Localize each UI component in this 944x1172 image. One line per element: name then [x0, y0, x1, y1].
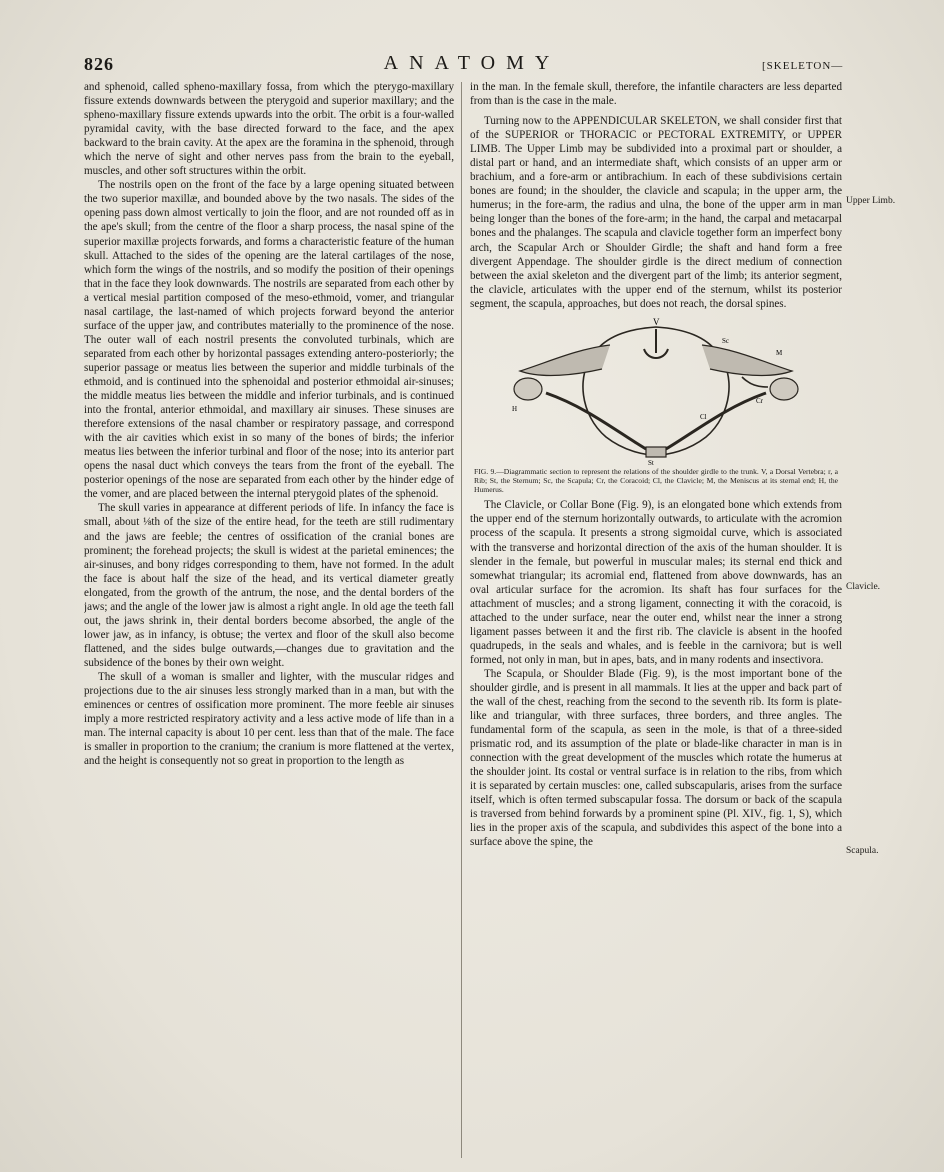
margin-note-upper-limb: Upper Limb.: [846, 196, 896, 206]
coracoid-shape: [742, 377, 768, 387]
scapula-left-shape: [520, 345, 610, 375]
humerus-left-shape: [514, 378, 542, 400]
margin-note-clavicle: Clavicle.: [846, 582, 881, 592]
running-title: ANATOMY: [383, 52, 561, 74]
paragraph: in the man. In the female skull, therefore, the infantile characters are less departed from than is the case in the male.: [470, 81, 842, 108]
margin-note-scapula: Scapula.: [846, 846, 879, 856]
label-m: M: [776, 348, 783, 357]
figure-caption: FIG. 9.—Diagrammatic section to represent the relations of the shoulder girdle to the trunk. V, a Dorsal Vertebra; r, a Rib; St, the Sternum; Sc, the Scapula; Cr, the Coracoid; Cl, the Clavicle; M, the Meniscus at its sternal end; H, the Humerus.: [474, 466, 838, 495]
clavicle-left-shape: [546, 393, 646, 449]
right-column: [470, 80, 842, 1162]
label-st: St: [648, 458, 654, 465]
sternum-shape: [646, 447, 666, 457]
clavicle-right-shape: [666, 393, 766, 449]
paragraph: The Clavicle, or Collar Bone (Fig. 9), is an elongated bone which extends from the upper end of the sternum horizontally outwards, to articulate with the acromion process of the scapula. It presents a strong sigmoidal curve, which is associated with the transverse and horizontal direction of the axis of the human shoulder. It is slender in the female, but powerful in muscular males; its sternal end thick and somewhat triangular; its acromial end, flattened from above downwards, has an oval articular surface for the acromion. Its shaft has four surfaces for the attachment of muscles; and a strong ligament, connecting it with the coracoid, is attached to the under surface, near the outer end, whilst near the inner a strong ligament passes between it and the first rib. The clavicle is absent in the hoofed quadrupeds, in the seals and whales, and is feeble in the carnivora; but is well formed, not only in man, but in apes, bats, and in many rodents and insectivora.: [470, 499, 842, 666]
paragraph: The skull varies in appearance at different periods of life. In infancy the face is small, about ⅛th of the size of the entire head, for the teeth are still rudimentary and the jaws are feeble; the centres of ossification of the cranial bones are prominent; the forehead projects; the skull is widest at the parietal eminences; the air-sinuses, and bony ridges corresponding to them, have not formed. In the adult the face is about half the size of the head, and its vertical diameter greatly elongated, from the growth of the antrum, the nose, and the dental borders of the jaws; and the angle of the lower jaw is almost a right angle. In old age the teeth fall out, the jaws shrink in, their dental borders become absorbed, the angle of the lower jaw, as in infancy, is obtuse; the vertex and floor of the skull also become flattened, and the sides bulge outwards,—changes due to gravitation and the subsidence of the bones by their own weight.: [84, 502, 454, 669]
label-sc: Sc: [722, 336, 729, 345]
column-divider: [461, 82, 462, 1158]
label-cl: Cl: [700, 412, 707, 421]
shoulder-girdle-diagram: [506, 315, 806, 465]
paragraph: The Scapula, or Shoulder Blade (Fig. 9), is the most important bone of the shoulder girdle, and is present in all mammals. It lies at the upper and back part of the wall of the chest, reaching from the second to the seventh rib. Its form is plate-like and triangular, with three surfaces, three borders, and three angles. The fundamental form of the scapula, as seen in the mole, is that of a three-sided prismatic rod, and its assumption of the plate or blade-like character in man is in connection with the great development of the muscles which rotate the humerus at the shoulder joint. Its costal or ventral surface is in relation to the ribs, from which it is separated by certain muscles: one, called subscapularis, arises from the surface itself, which is often termed subscapular fossa. The dorsum or back of the scapula is traversed from behind forwards by a prominent spine (Pl. XIV., fig. 1, S), which lies in the proper axis of the scapula, and subdivides this aspect of the bone into a surface above the spine, the: [470, 667, 842, 849]
paragraph: Turning now to the APPENDICULAR SKELETON, we shall consider first that of the SUPERIOR or THORACIC or PECTORAL EXTREMITY, or UPPER LIMB. The Upper Limb may be subdivided into a proximal part or shoulder, a distal part or hand, and an intermediate shaft, which consists of an upper arm or brachium, and a fore-arm or antibrachium. In each of these subdivisions certain bones are found; in the shoulder, the clavicle and scapula; in the upper arm, the humerus; in the fore-arm, the radius and ulna, the bone of the upper arm in man being longer than the bones of the fore-arm; in the hand, the carpal and metacarpal bones and the phalanges. The scapula and clavicle together form an imperfect bony arch, the Scapular Arch or Shoulder Girdle; the shaft and hand form a free divergent Appendage. The shoulder girdle is the direct medium of connection between the axial skeleton and the divergent part of the limb; its anterior segment, the clavicle, articulates with the upper end of the sternum, whilst its posterior segment, the scapula, approaches, but does not reach, the dorsal spines.: [470, 115, 842, 310]
figure-9: [470, 315, 842, 495]
label-h: H: [512, 404, 518, 413]
paragraph: and sphenoid, called spheno-maxillary fossa, from which the pterygo-maxillary fissure extends downwards between the pterygoid and superior maxillary; and the spheno-maxillary fissure extends upwards into the orbit. The orbit is a four-walled pyramidal cavity, with the base directed forward to the face, and the apex backward to the brain cavity. At the apex are the foramina in the sphenoid, through which the nerve of sight and other nerves pass from the brain to the eyeball, muscles, and other soft structures within the orbit.: [84, 81, 454, 178]
section-marker: [SKELETON—: [762, 60, 844, 72]
paragraph: The skull of a woman is smaller and lighter, with the muscular ridges and projections due to the air sinuses less strongly marked than in a man, but with the eminences or centres of ossification more prominent. The more feeble air sinuses imply a more restricted respiratory activity and a less active mode of life than in a man. The internal capacity is about 10 per cent. less than that of the male. The face is smaller in proportion to the cranium; the cranium is more flattened at the vertex, and the height is consequently not so great in proportion to the length as: [84, 670, 454, 768]
label-v: V: [653, 316, 660, 327]
left-column: [84, 80, 454, 1162]
paragraph: The nostrils open on the front of the face by a large opening situated between the two superior maxillæ, and bounded above by the two nasals. The sides of the opening pass down almost vertically to join the floor, and are not rounded off as in the ape's skull; from the centre of the floor a sharp process, the nasal spine of the superior maxillæ projects forwards, and forms a characteristic feature of the human skull. Attached to the sides of the opening are the lateral cartilages of the nose, which form the wings of the nostrils, and so modify the position of their openings that in the face they look downwards. The nostrils are separated from each other by a vertical mesial partition composed of the meso-ethmoid, vomer, and triangular nasal cartilage, the last-named of which projects forward beyond the anterior surface of the upper jaw, and contributes materially to the prominence of the nose. The outer wall of each nostril presents the convoluted turbinals, which are separated from each other by horizontal passages extending antero-posteriorly; the superior passage or meatus lies between the superior and middle turbinals of the ethmoid, and is continued into the sphenoidal and posterior ethmoidal air-sinuses; the middle meatus lies between the middle and inferior turbinals, and is continued into the frontal, anterior ethmoidal, and maxillary air sinuses. These sinuses are therefore extensions of the nasal chamber or respiratory passage, and correspond with the air cavities which exist in so many of the bones of birds; the inferior meatus lies between the inferior turbinal and floor of the nose; into its anterior part opens the nasal duct which conveys the tears from the front of the eyeball. The posterior openings of the nose are separated from each other by the hinder edge of the vomer, and are placed between the internal pterygoid plates of the sphenoid.: [84, 179, 454, 501]
page-number: 826: [84, 54, 114, 74]
label-cr: Cr: [756, 396, 763, 405]
humerus-right-shape: [770, 378, 798, 400]
vertebra-shape: [644, 329, 668, 358]
